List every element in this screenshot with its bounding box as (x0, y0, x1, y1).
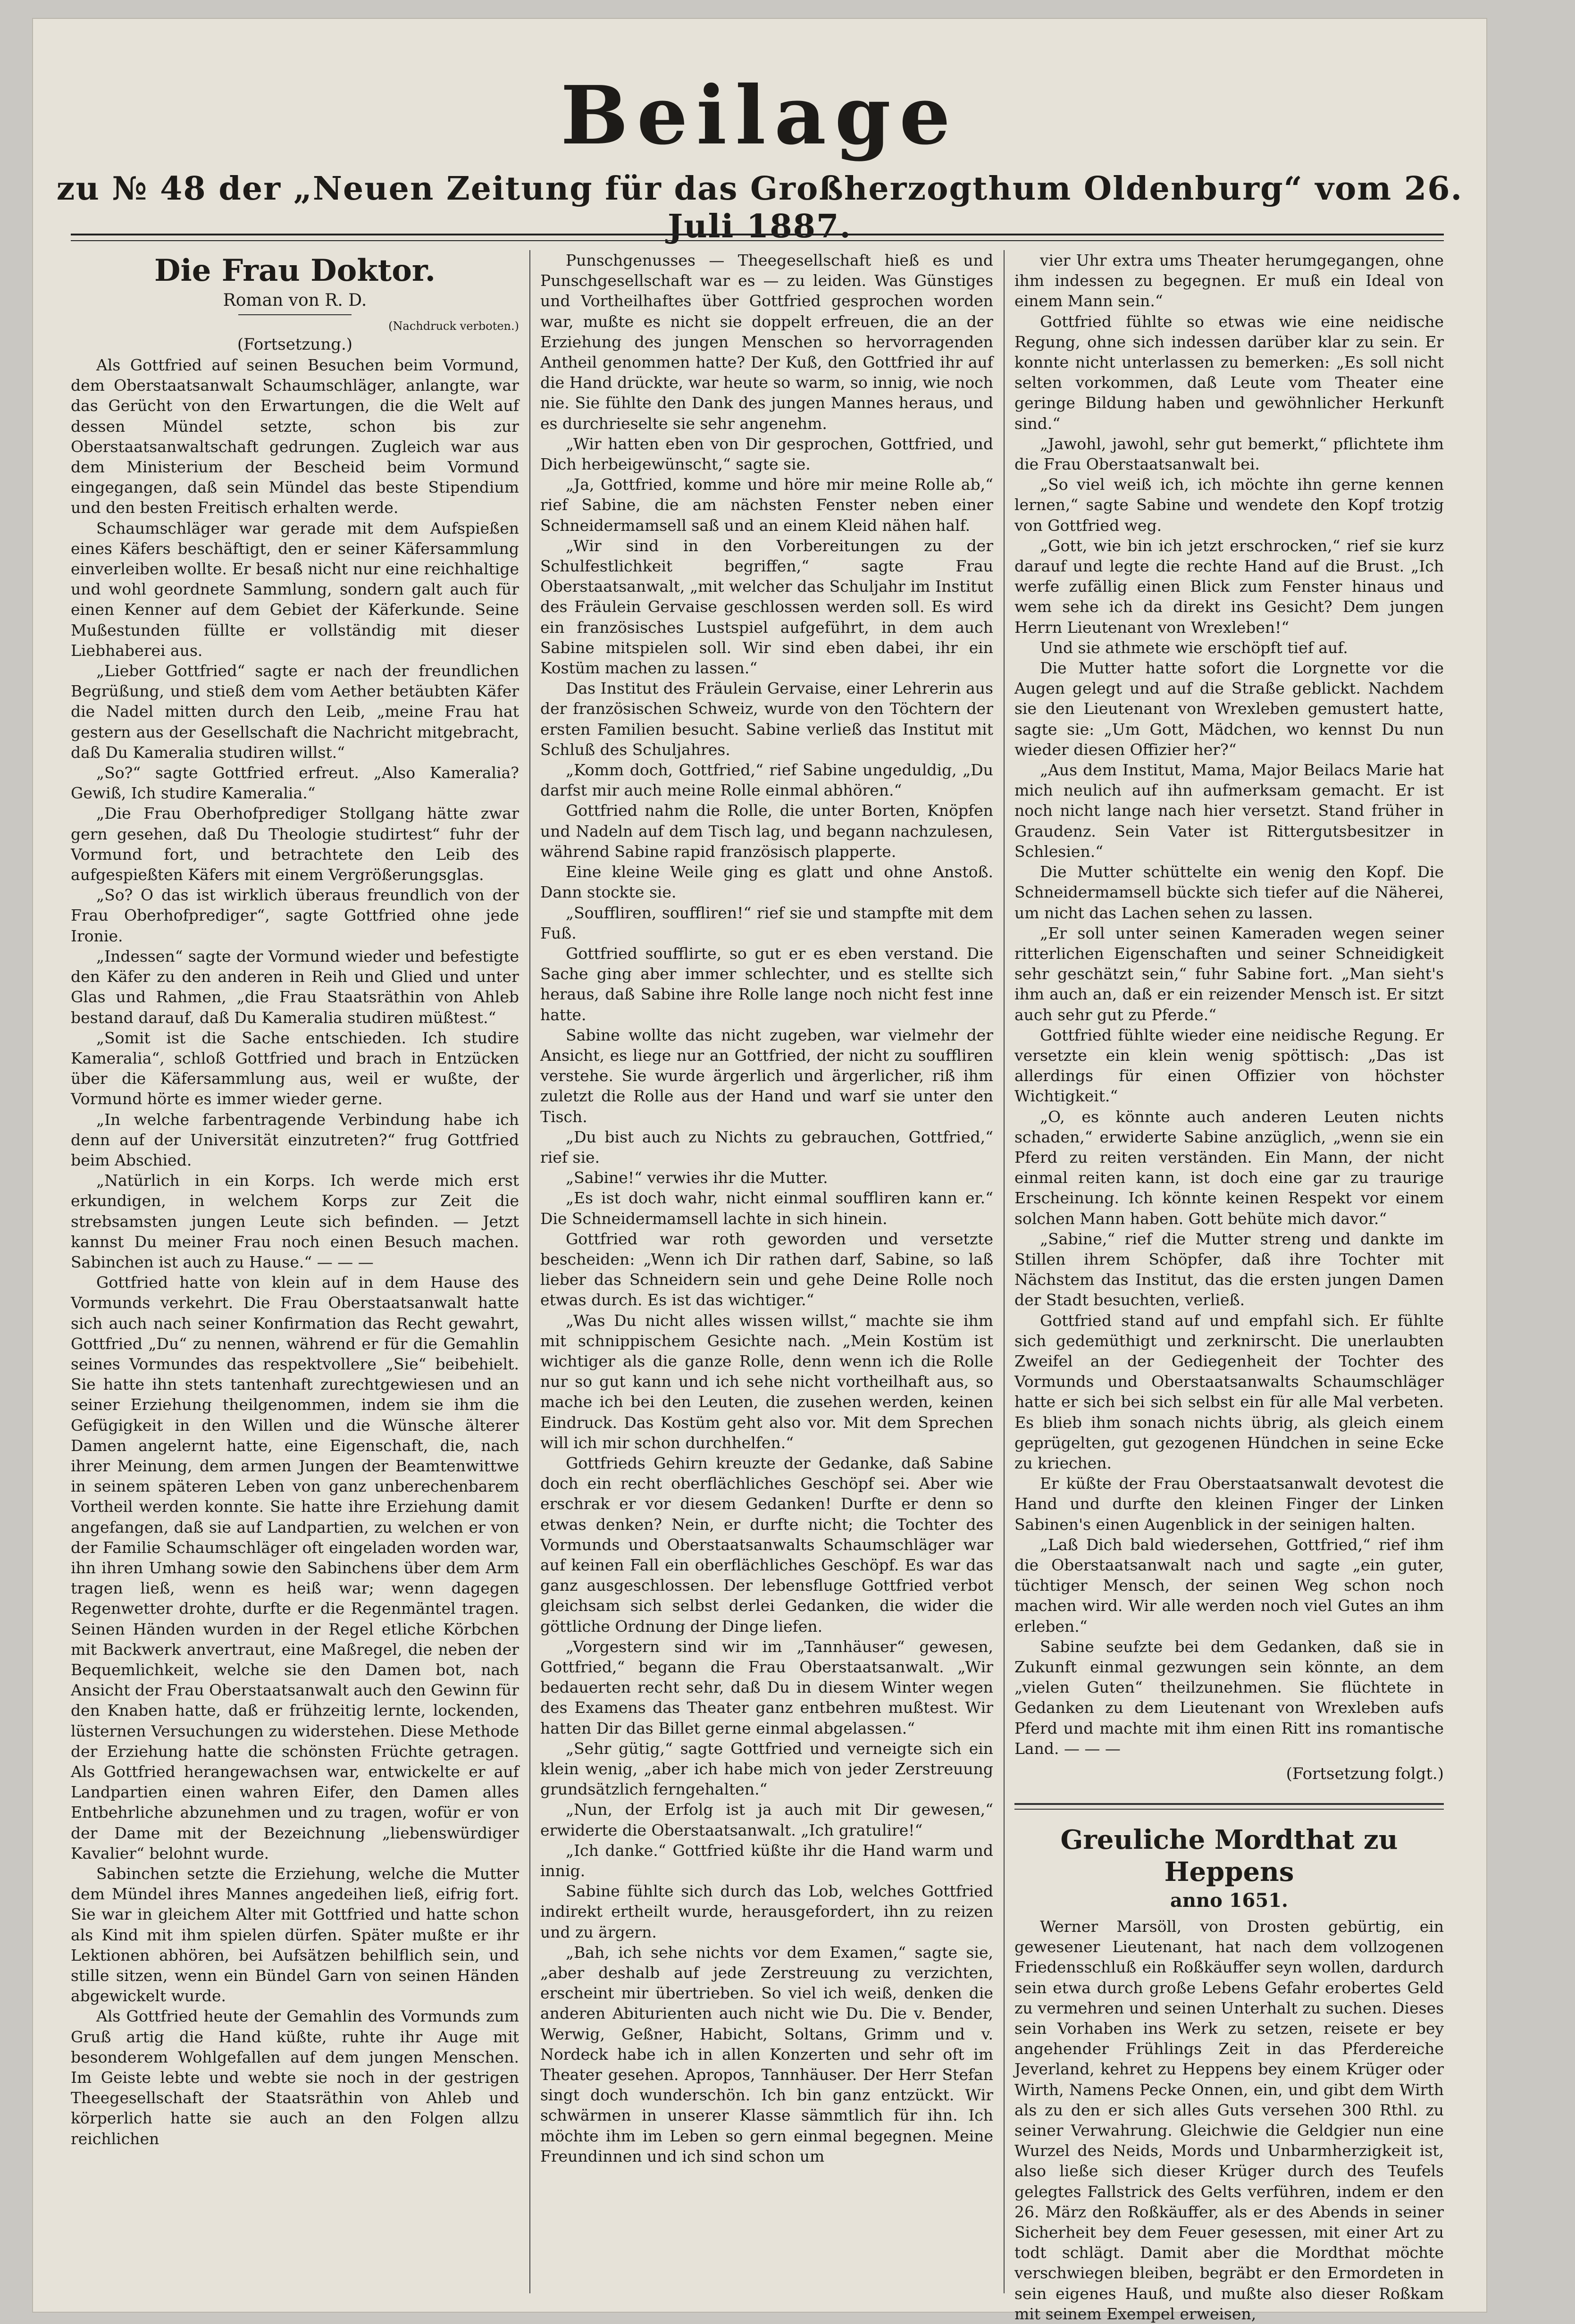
paragraph: vier Uhr extra ums Theater herumgegangen, ohne ihm indessen zu begegnen. Er muß ein Ideal von einem Mann sein.“ (1014, 251, 1444, 310)
paragraph: Die Mutter hatte sofort die Lorgnette vor die Augen gelegt und auf die Straße geblickt. Nachdem sie den Lieutenant von Wrexleben gemustert hatte, sagte sie: „Um Gott, Mädchen, wo kennst Du nun wieder diesen Offizier her?“ (1014, 659, 1444, 759)
paragraph: Gottfried stand auf und empfahl sich. Er fühlte sich gedemüthigt und zerknirscht. Die unerlaubten Zweifel an der Gediegenheit der Tochter des Vormunds und Oberstaatsanwalts Schaumschläger hatte er sich bei sich selbst ein für alle Mal verbeten. Es blieb ihm sonach nichts übrig, als gleich einem geprügelten, gut gezogenen Hündchen in seine Ecke zu kriechen. (1014, 1311, 1444, 1472)
paragraph: „Souffliren, souffliren!“ rief sie und stampfte mit dem Fuß. (540, 903, 993, 942)
paragraph: „Gott, wie bin ich jetzt erschrocken,“ rief sie kurz darauf und legte die rechte Hand auf die Brust. „Ich werfe zufällig einen Blick zum Fenster hinaus und wem sehe ich da direkt ins Gesicht? Dem jungen Herrn Lieutenant von Wrexleben!“ (1014, 536, 1444, 637)
column-divider (1004, 250, 1005, 2293)
paragraph: Und sie athmete wie erschöpft tief auf. (1040, 638, 1348, 657)
paragraph: Als Gottfried auf seinen Besuchen beim Vormund, dem Oberstaatsanwalt Schaumschläger, anlangte, war das Gerücht von den Erwartungen, die die Welt auf dessen Mündel setzte, schon bis zur Oberstaatsanwaltschaft gedrungen. Zugleich war aus dem Ministerium der Bescheid beim Vormund eingegangen, daß sein Mündel das beste Stipendium und den besten Freitisch erhalten werde. (71, 356, 519, 517)
paragraph: Gottfried nahm die Rolle, die unter Borten, Knöpfen und Nadeln auf dem Tisch lag, und begann nachzulesen, während Sabine rapid französisch plapperte. (540, 801, 993, 861)
paragraph: Werner Marsöll, von Drosten gebürtig, ein gewesener Lieutenant, hat nach dem vollzogenen Friedensschluß ein Roßkäuffer seyn wollen, dardurch sein etwa durch große Lebens Gefahr erobertes Geld zu vermehren und seinen Unterhalt zu suchen. Dieses sein Vorhaben ins Werk zu setzen, reisete er bey angehender Frühlings Zeit in das Pferdereiche Jeverland, kehret zu Heppens bey einem Krüger oder Wirth, Namens Pecke Onnen, ein, und gibt dem Wirth als zu den er sich alles Guts versehen 300 Rthl. zu seiner Verwahrung. Gleichwie die Geldgier nun eine Wurzel des Neids, Mords und Unbarmherzigkeit ist, also ließe sich dieser Krüger durch des Teufels gelegtes Fallstrick des Gelts verführen, indem er den 26. März den Roßkäuffer, als er des Abends in seiner Sicherheit bey dem Feuer gesessen, mit einer Art zu todt schlägt. Damit aber die Mordthat möchte verschwiegen bleiben, begräbt er den Ermordeten in sein eigenes Hauß, und mußte also dieser Roßkam mit seinem Exempel erweisen, (1014, 1917, 1444, 2323)
paragraph: „So viel weiß ich, ich möchte ihn gerne kennen lernen,“ sagte Sabine und wendete den Kopf trotzig von Gottfried weg. (1014, 475, 1444, 535)
paragraph: Schaumschläger war gerade mit dem Aufspießen eines Käfers beschäftigt, den er seiner Käfersammlung einverleiben wollte. Er besaß nicht nur eine reichhaltige und wohl geordnete Sammlung, sondern galt auch für einen Kenner auf dem Gebiet der Käferkunde. Seine Mußestunden füllte er vollständig mit dieser Liebhaberei aus. (71, 519, 519, 660)
paragraph: „Komm doch, Gottfried,“ rief Sabine ungeduldig, „Du darfst mir auch meine Rolle einmal abhören.“ (540, 761, 993, 800)
paragraph: Das Institut des Fräulein Gervaise, einer Lehrerin aus der französischen Schweiz, wurde von den Töchtern der ersten Familien besucht. Sabine verließ das Institut mit Schluß des Schuljahres. (540, 679, 993, 759)
paragraph: Gottfried soufflirte, so gut er es eben verstand. Die Sache ging aber immer schlechter, und es stellte sich heraus, daß Sabine ihre Rolle lange noch nicht fest inne hatte. (540, 944, 993, 1024)
paragraph: „Nun, der Erfolg ist ja auch mit Dir gewesen,“ erwiderte die Oberstaatsanwalt. „Ich gratulire!“ (540, 1800, 993, 1839)
masthead-title: Beilage (560, 68, 959, 163)
paragraph: Gottfrieds Gehirn kreuzte der Gedanke, daß Sabine doch ein recht oberflächliches Geschöpf sei. Aber wie erschrak er vor diesem Gedanken! Durfte er denn so etwas denken? Nein, er durfte nicht; die Tochter des Vormunds und Oberstaatsanwalts Schaumschläger war auf keinen Fall ein oberflächliches Geschöpf. Es war das ganz ausgeschlossen. Der lebensfluge Gottfried verbot gleichsam sich selbst derlei Gedanken, die wider die göttliche Ordnung der Dinge liefen. (540, 1453, 993, 1636)
paragraph: „Wir sind in den Vorbereitungen zu der Schulfestlichkeit begriffen,“ sagte Frau Oberstaatsanwalt, „mit welcher das Schuljahr im Institut des Fräulein Gervaise geschlossen werden soll. Es wird ein französisches Lustspiel aufgeführt, in dem auch Sabine mitspielen soll. Wir sind eben dabei, ihr ein Kostüm machen zu lassen.“ (540, 536, 993, 678)
paragraph: „Jawohl, jawohl, sehr gut bemerkt,“ pflichtete ihm die Frau Oberstaatsanwalt bei. (1014, 434, 1444, 474)
paragraph: „Natürlich in ein Korps. Ich werde mich erst erkundigen, in welchem Korps zur Zeit die strebsamsten jungen Leute sich befinden. — Jetzt kannst Du meiner Frau noch einen Besuch machen. Sabinchen ist auch zu Hause.“ — — — (71, 1171, 519, 1271)
paragraph: „Bah, ich sehe nichts vor dem Examen,“ sagte sie, „aber deshalb auf jede Zerstreuung zu verzichten, erscheint mir übertrieben. So viel ich weiß, denken die anderen Abiturienten auch nicht wie Du. Die v. Bender, Werwig, Geßner, Habicht, Soltans, Grimm und v. Nordeck habe ich in allen Konzerten und sehr oft im Theater gesehen. Apropos, Tannhäuser. Der Herr Stefan singt doch wunderschön. Ich bin ganz entzückt. Wir schwärmen in unserer Klasse sämmtlich für ihn. Ich möchte ihm im Leben so gern einmal begegnen. Meine Freundinnen und ich sind schon um (540, 1943, 993, 2165)
article-body (1014, 250, 1444, 1759)
paragraph: „Es ist doch wahr, nicht einmal souffliren kann er.“ Die Schneidermamsell lachte in sich hinein. (540, 1189, 993, 1228)
reprint-note: (Nachdruck verboten.) (388, 319, 519, 333)
article2-subtitle: anno 1651. (1170, 1889, 1288, 1912)
newspaper-page (33, 19, 1486, 2323)
paragraph: Als Gottfried heute der Gemahlin des Vormunds zum Gruß artig die Hand küßte, ruhte ihr Auge mit besonderem Wohlgefallen auf dem jungen Menschen. Im Geiste lebte und webte sie noch in der gestrigen Theegesellschaft der Staatsräthin von Ahleb und körperlich hatte sie auch an den Folgen allzu reichlichen (71, 2007, 519, 2148)
continuation-label: (Fortsetzung.) (237, 335, 353, 354)
column-2 (540, 250, 993, 2293)
paragraph: „Lieber Gottfried“ sagte er nach der freundlichen Begrüßung, und stieß dem vom Aether betäubten Käfer die Nadel mitten durch den Leib, „meine Frau hat gestern aus der Gesellschaft die Nachricht mitgebracht, daß Du Kameralia studiren willst.“ (71, 662, 519, 762)
paragraph: „Sabine,“ rief die Mutter streng und dankte im Stillen ihrem Schöpfer, daß ihre Tochter mit Nächstem das Institut, das die ersten jungen Damen der Stadt besuchten, verließ. (1014, 1229, 1444, 1309)
column-divider (529, 250, 530, 2293)
paragraph: Er küßte der Frau Oberstaatsanwalt devotest die Hand und durfte den kleinen Finger der Linken Sabinen's einen Augenblick in der seinigen halten. (1014, 1474, 1444, 1534)
paragraph: „Sehr gütig,“ sagte Gottfried und verneigte sich ein klein wenig, „aber ich habe mich von jeder Zerstreuung grundsätzlich ferngehalten.“ (540, 1739, 993, 1799)
paragraph: „Ja, Gottfried, komme und höre mir meine Rolle ab,“ rief Sabine, die am nächsten Fenster neben einer Schneidermamsell saß und an einem Kleid nähen half. (540, 475, 993, 535)
paragraph: „Ich danke.“ Gottfried küßte ihr die Hand warm und innig. (540, 1841, 993, 1880)
paragraph: „So?“ sagte Gottfried erfreut. „Also Kameralia? Gewiß, Ich studire Kameralia.“ (71, 763, 519, 803)
article2-body (1014, 1916, 1444, 2324)
paragraph: „Laß Dich bald wiedersehen, Gottfried,“ rief ihm die Oberstaatsanwalt nach und sagte „ein guter, tüchtiger Mensch, der seinen Weg schon noch machen wird. Wir alle werden noch viel Gutes an ihm erleben.“ (1014, 1535, 1444, 1636)
masthead-rule (71, 234, 1444, 241)
paragraph: „Indessen“ sagte der Vormund wieder und befestigte den Käfer zu den anderen in Reih und Glied und unter Glas und Rahmen, „die Frau Staatsräthin von Ahleb bestand darauf, daß Du Kameralia studiren müßtest.“ (71, 947, 519, 1027)
article-body (540, 250, 993, 2166)
paragraph: „Er soll unter seinen Kameraden wegen seiner ritterlichen Eigenschaften und seiner Schneidigkeit sehr geschätzt sein,“ fuhr Sabine fort. „Man sieht's ihm auch an, daß er ein reizender Mensch ist. Er sitzt auch sehr gut zu Pferde.“ (1014, 923, 1444, 1024)
paragraph: Eine kleine Weile ging es glatt und ohne Anstoß. Dann stockte sie. (540, 863, 993, 902)
paragraph: Gottfried fühlte so etwas wie eine neidische Regung, ohne sich indessen darüber klar zu sein. Er konnte nicht unterlassen zu bemerken: „Es soll nicht selten vorkommen, daß Leute vom Theater eine geringe Bildung haben und gewöhnlicher Herkunft sind.“ (1014, 312, 1444, 433)
paragraph: „Was Du nicht alles wissen willst,“ machte sie ihm mit schnippischem Gesichte nach. „Mein Kostüm ist wichtiger als die ganze Rolle, denn wenn ich die Rolle nur so gut kann und ich sehe nicht vortheilhaft aus, so mache ich bei den Leuten, die zusehen werden, keinen Eindruck. Das Kostüm geht also vor. Mit dem Sprechen will ich mir schon durchhelfen.“ (540, 1311, 993, 1452)
paragraph: Sabine wollte das nicht zugeben, war vielmehr der Ansicht, es liege nur an Gottfried, der nicht zu souffliren verstehe. Sie wurde ärgerlich und ärgerlicher, riß ihm zuletzt die Rolle aus der Hand und warf sie unter den Tisch. (540, 1025, 993, 1126)
article-title: Die Frau Doktor. (154, 253, 436, 288)
article2-title: Greuliche Mordthat zu Heppens (1060, 1824, 1398, 1888)
paragraph: „Du bist auch zu Nichts zu gebrauchen, Gottfried,“ rief sie. (540, 1127, 993, 1166)
column-3 (1014, 250, 1444, 2323)
paragraph: „O, es könnte auch anderen Leuten nichts schaden,“ erwiderte Sabine anzüglich, „wenn sie ein Pferd zu reiten verständen. Ein Mann, der nicht einmal reiten kann, ist doch eine gar zu traurige Erscheinung. Ich könnte keinen Respekt vor einem solchen Mann haben. Gott behüte mich davor.“ (1014, 1107, 1444, 1228)
paragraph: Gottfried war roth geworden und versetzte bescheiden: „Wenn ich Dir rathen darf, Sabine, so laß lieber das Schneidern sein und gehe Deine Rolle noch etwas durch. Es ist das wichtiger.“ (540, 1229, 993, 1309)
paragraph: „In welche farbentragende Verbindung habe ich denn auf der Universität einzutreten?“ frug Gottfried beim Abschied. (71, 1110, 519, 1169)
masthead (33, 68, 1486, 245)
paragraph: Gottfried hatte von klein auf in dem Hause des Vormunds verkehrt. Die Frau Oberstaatsanwalt hatte sich auch nach seiner Konfirmation das Recht gewahrt, Gottfried „Du“ zu nennen, während er für die Gemahlin seines Vormundes das respektvollere „Sie“ beibehielt. Sie hatte ihn stets tantenhaft zurechtgewiesen und an seiner Erziehung theilgenommen, indem sie ihm die Gefügigkeit in den Willen und die Wünsche älterer Damen angelernt hatte, eine Eigenschaft, die, nach ihrer Meinung, dem armen Jungen der Beamtenwittwe in seinem späteren Leben von ganz unberechenbarem Vortheil werden konnte. Sie hatte ihre Erziehung damit angefangen, daß sie auf Landpartien, zu welchen er von der Familie Schaumschläger oft eingeladen worden war, ihn ihren Umhang sowie den Sabinchens über dem Arm tragen ließ, wenn es heiß war; wenn dagegen Regenwetter drohte, durfte er die Regenmäntel tragen. Seinen Händen wurden in der Regel etliche Körbchen mit Backwerk anvertraut, eine Maßregel, die neben der Bequemlichkeit, welche sie den Damen bot, nach Ansicht der Frau Oberstaatsanwalt auch den Gewinn für den Knaben hatte, daß er frühzeitig lernte, lockenden, lüsternen Versuchungen zu widerstehen. Diese Methode der Erziehung hatte die schönsten Früchte getragen. Als Gottfried herangewachsen war, entwickelte er auf Landpartien einen wahren Eifer, den Damen alles Entbehrliche abzunehmen und zu tragen, wofür er von der Dame mit der Bezeichnung „liebenswürdiger Kavalier“ belohnt wurde. (71, 1273, 519, 1863)
paragraph: „Die Frau Oberhofprediger Stollgang hätte zwar gern gesehen, daß Du Theologie studirtest“ fuhr der Vormund fort, und betrachtete den Leib des aufgespießten Käfers mit einem Vergrößerungsglas. (71, 804, 519, 884)
byline-rule (238, 314, 352, 315)
paragraph: Sabinchen setzte die Erziehung, welche die Mutter dem Mündel ihres Mannes angedeihen ließ, eifrig fort. Sie war in gleichem Alter mit Gottfried und hatte schon als Kind mit ihm spielen dürfen. Später mußte er ihr Lektionen abhören, bei Aufsätzen behilflich sein, und stille sitzen, wenn ein Bündel Garn von seinen Händen abgewickelt wurde. (71, 1864, 519, 2005)
to-be-continued: (Fortsetzung folgt.) (1286, 1764, 1444, 1784)
paragraph: „Somit ist die Sache entschieden. Ich studire Kameralia“, schloß Gottfried und brach in Entzücken über die Käfersammlung aus, weil er wußte, der Vormund hörte es immer wieder gerne. (71, 1028, 519, 1108)
article-separator (1014, 1803, 1444, 1810)
paragraph: Gottfried fühlte wieder eine neidische Regung. Er versetzte ein klein wenig spöttisch: „Das ist allerdings für einen Offizier von höchster Wichtigkeit.“ (1014, 1025, 1444, 1106)
paragraph: „Sabine!“ verwies ihr die Mutter. (566, 1168, 828, 1187)
paragraph: Punschgenusses — Theegesellschaft hieß es und Punschgesellschaft war es — zu leiden. Was Günstiges und Vortheilhaftes über Gottfried gesprochen worden war, mußte es nicht sie doppelt erfreuen, die an der Erziehung des jungen Menschen so hervorragenden Antheil genommen hatte? Der Kuß, den Gottfried ihr auf die Hand drückte, war heute so warm, so innig, wie noch nie. Sie fühlte den Dank des jungen Mannes heraus, und es durchrieselte sie sehr angenehm. (540, 251, 993, 433)
paragraph: Sabine seufzte bei dem Gedanken, daß sie in Zukunft einmal gezwungen sein könnte, an dem „vielen Guten“ theilzunehmen. Sie flüchtete in Gedanken zu dem Lieutenant von Wrexleben aufs Pferd und machte mit ihm einen Ritt ins romantische Land. — — — (1014, 1637, 1444, 1758)
paragraph: „So? O das ist wirklich überaus freundlich von der Frau Oberhofprediger“, sagte Gottfried ohne jede Ironie. (71, 886, 519, 945)
column-1 (71, 250, 519, 2293)
paragraph: „Wir hatten eben von Dir gesprochen, Gottfried, und Dich herbeigewünscht,“ sagte sie. (540, 434, 993, 474)
paragraph: Sabine fühlte sich durch das Lob, welches Gottfried indirekt ertheilt wurde, herausgefordert, ihn zu reizen und zu ärgern. (540, 1882, 993, 1941)
paragraph: „Aus dem Institut, Mama, Major Beilacs Marie hat mich neulich auf ihn aufmerksam gemacht. Er ist noch nicht lange nach hier versetzt. Stand früher in Graudenz. Sein Vater ist Rittergutsbesitzer in Schlesien.“ (1014, 761, 1444, 861)
paragraph: „Vorgestern sind wir im „Tannhäuser“ gewesen, Gottfried,“ begann die Frau Oberstaatsanwalt. „Wir bedauerten recht sehr, daß Du in diesem Winter wegen des Examens das Theater ganz entbehren mußtest. Wir hatten Dir das Billet gerne einmal abgelassen.“ (540, 1637, 993, 1737)
article-byline: Roman von R. D. (223, 291, 367, 310)
paragraph: Die Mutter schüttelte ein wenig den Kopf. Die Schneidermamsell bückte sich tiefer auf die Näherei, um nicht das Lachen sehen zu lassen. (1014, 863, 1444, 922)
article-body (71, 355, 519, 2149)
masthead-subtitle: zu № 48 der „Neuen Zeitung für das Großherzogthum Oldenburg“ vom 26. Juli 1887. (56, 170, 1463, 245)
